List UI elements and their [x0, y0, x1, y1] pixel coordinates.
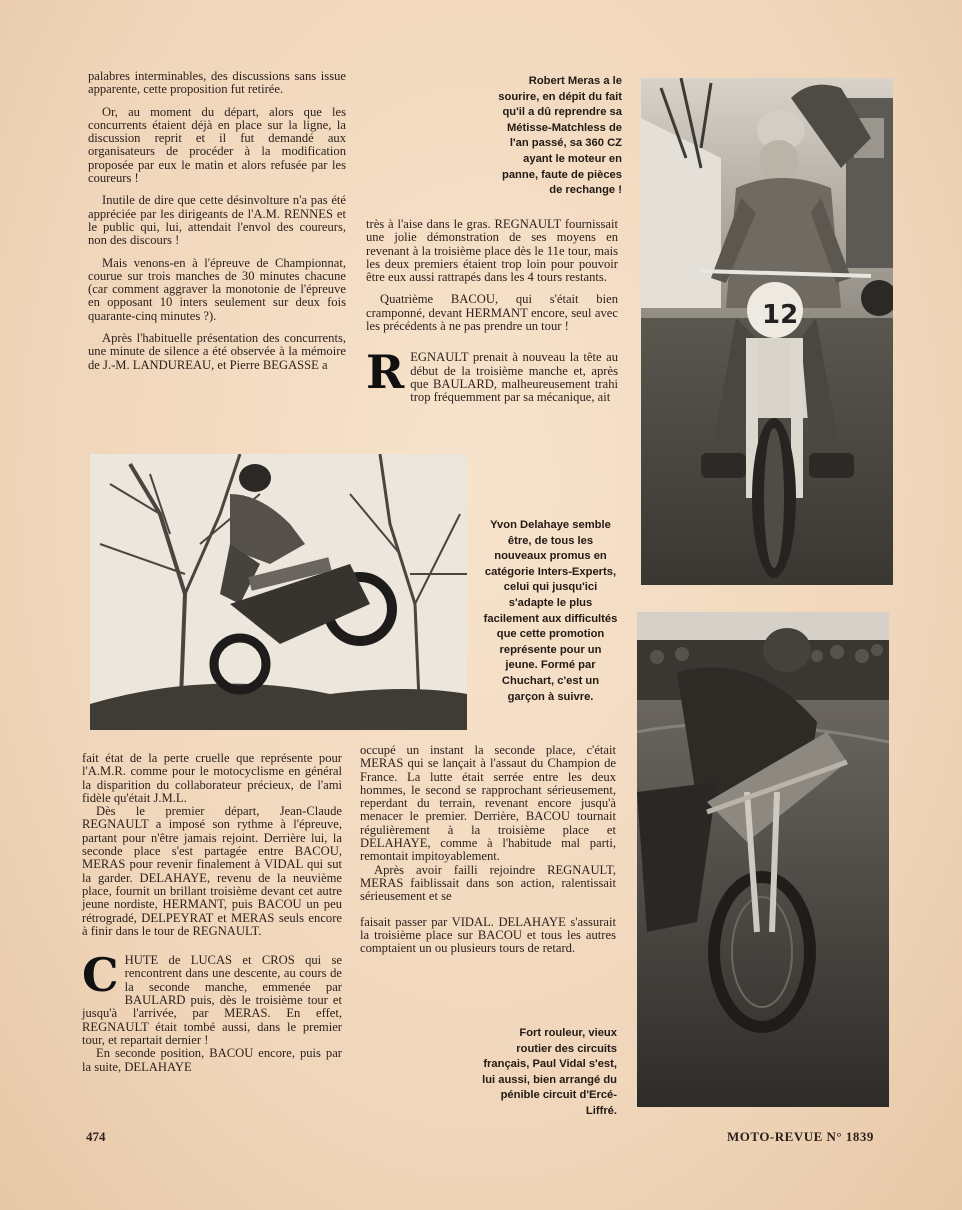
photo-meras	[641, 78, 893, 585]
paragraph: Mais venons-en à l'épreuve de Championnat, courue sur trois manches de 30 minutes chacune (car comment aggraver la monotonie de l'épreuve en opposant 10 inters seulement sur deux fois quarante-cinq minutes ?).	[88, 255, 346, 323]
magazine-footer: MOTO-REVUE N° 1839	[727, 1129, 874, 1144]
paragraph: Inutile de dire que cette désinvolture n'a pas été appréciée par les dirigeants de l'A.M. RENNES et le public qui, lui, attendait l'envol des coureurs, non des discours !	[88, 193, 346, 248]
article-column-2-bottom	[360, 744, 616, 964]
article-column-1-top	[88, 70, 346, 381]
paragraph-with-dropcap	[366, 345, 618, 405]
paragraph: Après l'habituelle présentation des concurrents, une minute de silence a été observée à la mémoire de J.-M. LANDUREAU, et Pierre BEGASSE a	[88, 331, 346, 372]
photo-caption-vidal: Fort rouleur, vieux routier des circuits français, Paul Vidal s'est, lui aussi, bien arrangé du pénible circuit d'Ercé-Liffré.	[482, 1027, 617, 1117]
photo-vidal	[637, 612, 889, 1107]
paragraph: Or, au moment du départ, alors que les concurrents étaient déjà en place sur la ligne, la discussion reprit et il fut demandé aux organisateurs de procéder à la modification proposée par eux le matin et alors refusée par les coureurs !	[88, 104, 346, 186]
drop-cap: R	[366, 345, 405, 400]
paragraph: palabres interminables, des discussions sans issue apparente, cette proposition fut retirée.	[88, 69, 346, 97]
number-plate: 12	[762, 300, 799, 330]
photo-jump	[90, 454, 467, 730]
paragraph-text: HUTE de LUCAS et CROS qui se rencontrent dans une descente, au cours de la seconde manche, emmenée par BAULARD puis, dès le troisième tour et jusqu'à l'arrivée, par MERAS. En effet, REGNAULT était tombé aussi, dans le premier tour, et repartait dernier !	[82, 953, 342, 1047]
photo-jump-image	[90, 454, 467, 730]
paragraph-text: EGNAULT prenait à nouveau la tête au début de la troisième manche et, après que BAULARD, malheureusement trahi trop fréquemment par sa mécanique, ait	[410, 350, 618, 405]
photo-vidal-image	[637, 612, 889, 1107]
photo-caption-meras: Robert Meras a le sourire, en dépit du fait qu'il a dû reprendre sa Métisse-Matchless de l'an passé, sa 360 CZ ayant le moteur en panne, faute de pièces de rechange !	[498, 75, 622, 197]
paragraph: très à l'aise dans le gras. REGNAULT fournissait une jolie démonstration de ses moyens en revenant à la troisième place dès le 11e tour, mais les deux premiers étaient trop loin pour pouvoir être eux aussi rattrapés dans les 4 tours restants.	[366, 217, 618, 285]
paragraph: Dès le premier départ, Jean-Claude REGNAULT a imposé son rythme à l'épreuve, partant pour n'être jamais rejoint. Derrière lui, la seconde place s'est partagée entre BACOU, MERAS pour revenir finalement à VIDAL qui sut la garder. DELAHAYE, revenu de la neuvième place, fournit un brillant troisième devant cet autre jeune nordiste, HERMANT, puis BACOU un peu rétrogradé, DELPEYRAT et MERAS seuls encore à finir dans le tour de REGNAULT.	[82, 804, 342, 938]
photo-meras-image	[641, 78, 893, 585]
drop-cap: C	[82, 948, 119, 1003]
paragraph-with-dropcap	[82, 948, 342, 1047]
article-column-1-bottom	[82, 752, 342, 1083]
paragraph: faisait passer par VIDAL. DELAHAYE s'assurait la troisième place sur BACOU et tous les autres comptaient un ou plusieurs tours de retard.	[360, 914, 616, 956]
page-number: 474	[86, 1129, 106, 1144]
photo-caption-delahaye: Yvon Delahaye semble être, de tous les nouveaux promus en catégorie Inters-Experts, celui qui jusqu'ici s'adapte le plus facilement aux difficultés que cette promotion représente pour un jeune. Formé par Chuchart, c'est un garçon à suivre.	[483, 519, 618, 703]
paragraph: fait état de la perte cruelle que représente pour l'A.M.R. comme pour le motocyclisme en général la disparition du collaborateur précieux, de l'ami fidèle qu'était J.M.L.	[82, 751, 342, 805]
paragraph: En seconde position, BACOU encore, puis par la suite, DELAHAYE	[82, 1046, 342, 1074]
article-column-2-top	[366, 218, 618, 414]
paragraph: Quatrième BACOU, qui s'était bien cramponné, devant HERMANT encore, seul avec les précédents à ne pas prendre un tour !	[366, 292, 618, 334]
paragraph: Après avoir failli rejoindre REGNAULT, MERAS faiblissait dans son action, ralentissait sérieusement et se	[360, 862, 616, 904]
paragraph: occupé un instant la seconde place, c'était MERAS qui se lançait à l'assaut du Champion de France. La lutte était serrée entre les deux hommes, le second se rapprochant sérieusement, reperdant du terrain, revenant encore jusqu'à menacer le premier. Derrière, BACOU tournait régulièrement à la troisième place et DELAHAYE, comme à l'habitude mal parti, remontait impitoyablement.	[360, 743, 616, 864]
